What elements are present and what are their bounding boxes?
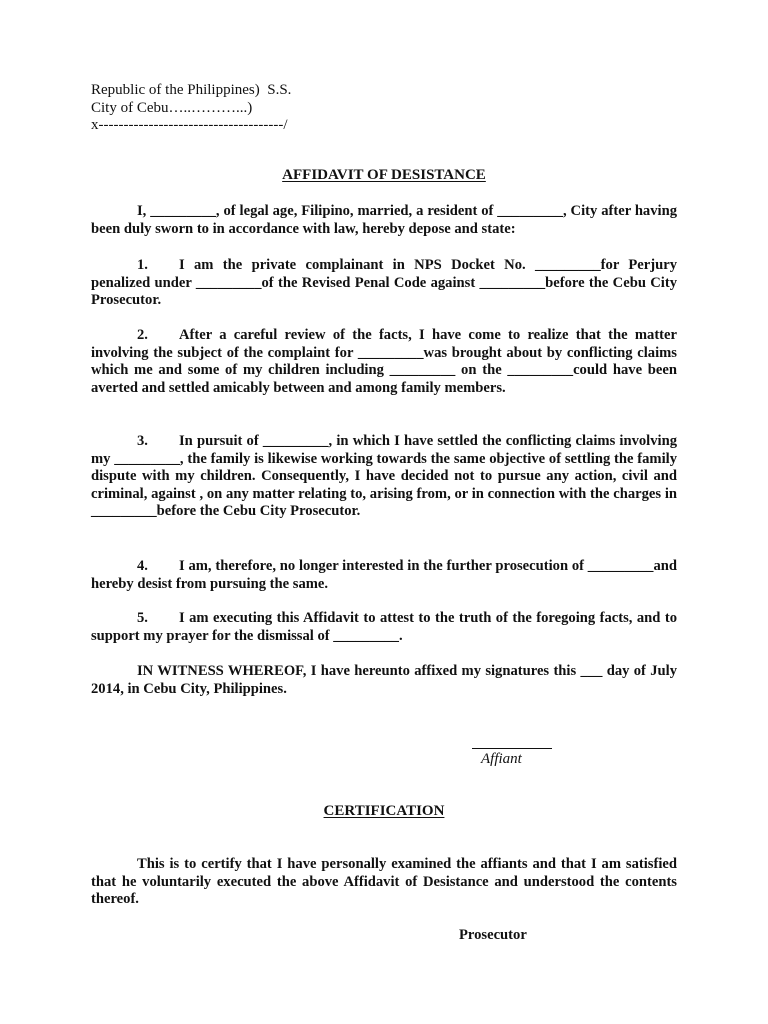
- caption-divider-line: x-------------------------------------/: [91, 117, 288, 133]
- affidavit-title: AFFIDAVIT OF DESISTANCE: [282, 167, 486, 183]
- paragraph-number: 1.: [137, 257, 148, 273]
- witness-paragraph: [91, 663, 677, 698]
- numbered-paragraph-4: [91, 558, 677, 593]
- prosecutor-label: Prosecutor: [459, 927, 527, 943]
- paragraph-text: I am the private complainant in NPS Docket No. _________for Perjury penalized under _________of the Revised Penal Code against _________before the Cebu City Prosecutor.: [91, 257, 677, 308]
- affiant-label: Affiant: [481, 751, 522, 767]
- certification-text: This is to certify that I have personally examined the affiants and that I am satisfied that he voluntarily executed the above Affidavit of Desistance and understood the contents thereof.: [91, 856, 677, 907]
- paragraph-number: 3.: [137, 433, 148, 449]
- paragraph-number: 2.: [137, 327, 148, 343]
- certification-paragraph: [91, 856, 677, 909]
- witness-text: IN WITNESS WHEREOF, I have hereunto affixed my signatures this ___ day of July 2014, in Cebu City, Philippines.: [91, 663, 677, 697]
- numbered-paragraph-3: [91, 433, 677, 521]
- paragraph-text: After a careful review of the facts, I have come to realize that the matter involving the subject of the complaint for _________was brought about by conflicting claims which me and some of my children including _________ on the _________could have been averted and settled amicably between and among family members.: [91, 327, 677, 396]
- venue-caption: [91, 82, 451, 135]
- intro-paragraph: [91, 203, 677, 238]
- caption-republic-line: Republic of the Philippines) S.S.: [91, 82, 292, 98]
- paragraph-text: I am, therefore, no longer interested in the further prosecution of _________and hereby desist from pursuing the same.: [91, 558, 677, 592]
- affiant-signature-line: [472, 748, 552, 749]
- numbered-paragraph-5: [91, 610, 677, 645]
- paragraph-text: I am executing this Affidavit to attest to the truth of the foregoing facts, and to support my prayer for the dismissal of _________.: [91, 610, 677, 644]
- caption-city-line: City of Cebu…..………...): [91, 99, 253, 116]
- numbered-paragraph-2: [91, 327, 677, 397]
- numbered-paragraph-1: [91, 257, 677, 310]
- paragraph-number: 5.: [137, 610, 148, 626]
- intro-text: I, _________, of legal age, Filipino, married, a resident of _________, City after having been duly sworn to in accordance with law, hereby depose and state:: [91, 203, 677, 237]
- paragraph-text: In pursuit of _________, in which I have settled the conflicting claims involving my _________, the family is likewise working towards the same objective of settling the family dispute with my children. Consequently, I have decided not to pursue any action, civil and criminal, against , on any matter relating to, arising from, or in connection with the charges in _________before the Cebu City Prosecutor.: [91, 433, 677, 519]
- paragraph-number: 4.: [137, 558, 148, 574]
- certification-title: CERTIFICATION: [323, 803, 445, 819]
